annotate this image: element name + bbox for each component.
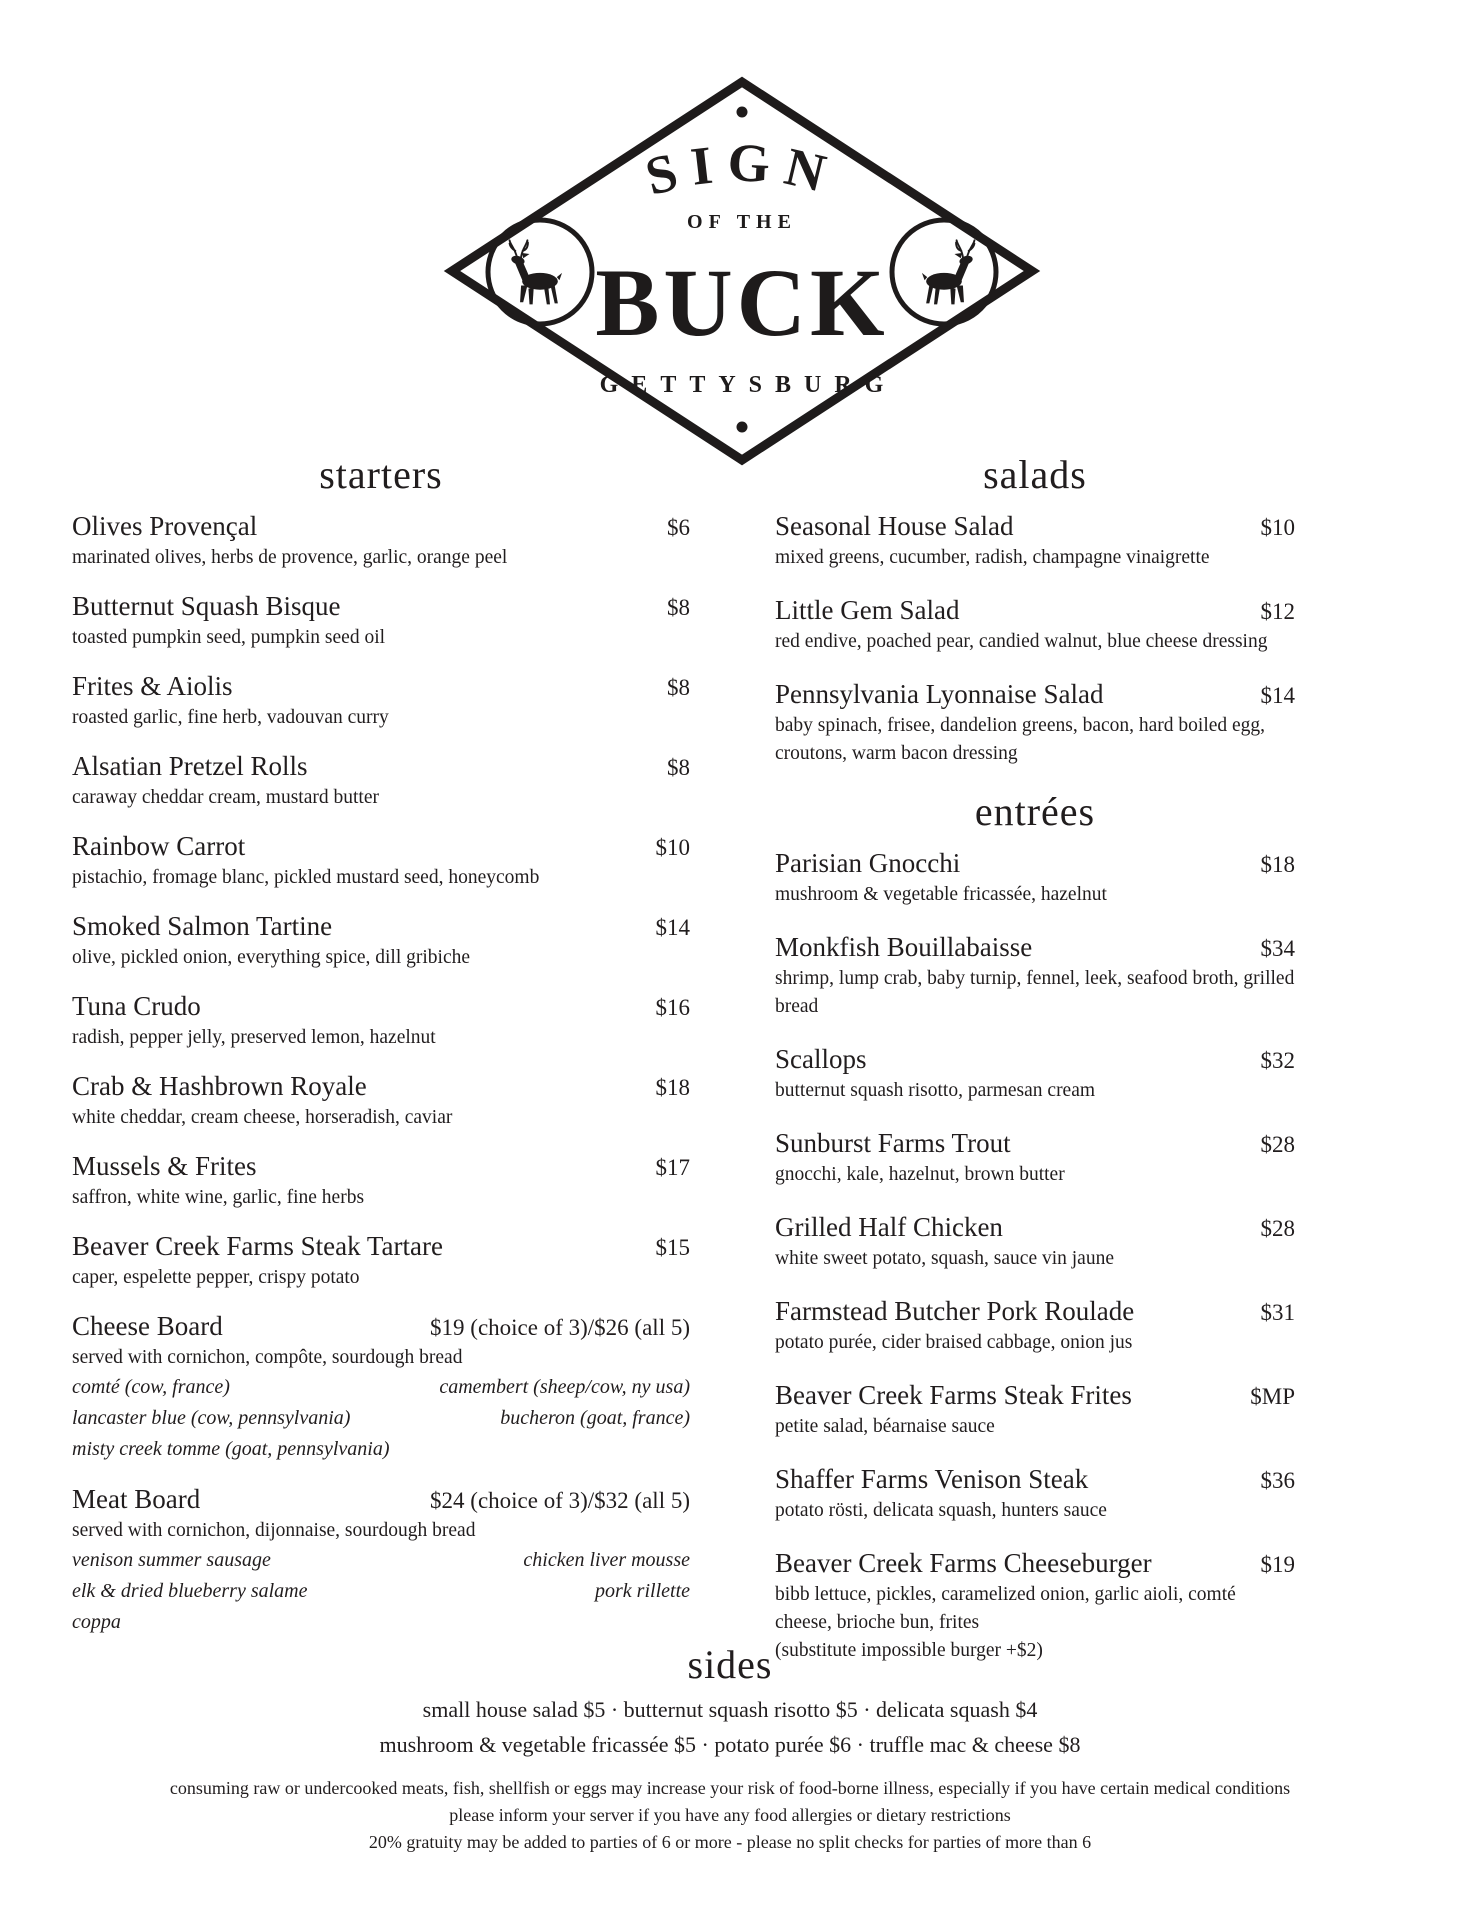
menu-item-price: $16: [655, 995, 690, 1020]
menu-item-desc: potato rösti, delicata squash, hunters sauce: [775, 1500, 1107, 1521]
menu-item-desc: white sweet potato, squash, sauce vin jaune: [775, 1248, 1114, 1269]
logo-word-buck: BUCK: [595, 249, 889, 356]
menu-item-desc: served with cornichon, compôte, sourdough bread: [72, 1347, 463, 1368]
menu-item-desc: saffron, white wine, garlic, fine herbs: [72, 1187, 365, 1208]
board-row: [72, 1607, 690, 1638]
menu-item-head: [72, 749, 690, 783]
board-cell: venison summer sausage: [72, 1549, 271, 1571]
disclaimer-line: consuming raw or undercooked meats, fish, shellfish or eggs may increase your risk of food-borne illness, especially if you have certain medical conditions: [169, 1778, 1291, 1798]
logo-word-sign: SIGN: [639, 132, 844, 207]
menu-item-rainbow-carrot: [72, 829, 690, 892]
menu-item-head: [775, 1546, 1295, 1580]
menu-item-head: [72, 989, 690, 1023]
menu-item-price: $31: [1260, 1300, 1295, 1325]
menu-item-monkfish-bouillabaisse: [775, 930, 1295, 1021]
menu-item-price: $MP: [1250, 1384, 1295, 1409]
board-row: [72, 1576, 690, 1607]
menu-item-desc: caper, espelette pepper, crispy potato: [72, 1267, 360, 1288]
board-cell: camembert (sheep/cow, ny usa): [439, 1376, 690, 1398]
menu-item-head: [775, 509, 1295, 543]
menu-item-head: [775, 846, 1295, 880]
board-cell: bucheron (goat, france): [500, 1407, 690, 1429]
board-cell: pork rillette: [595, 1580, 690, 1602]
menu-item-head: [775, 1378, 1295, 1412]
sides-line: small house salad $5 · butternut squash risotto $5 · delicata squash $4: [422, 1697, 1038, 1722]
deer-emblem-right: [892, 220, 996, 324]
menu-item-name: Olives Provençal: [72, 511, 258, 541]
menu-item-desc: radish, pepper jelly, preserved lemon, hazelnut: [72, 1027, 436, 1048]
deer-emblem-left: [488, 220, 592, 324]
menu-item-price: $8: [667, 675, 690, 700]
entrees-section-title: entrées: [974, 789, 1096, 834]
menu-item-price: $14: [655, 915, 690, 940]
menu-item-head: [72, 1482, 690, 1516]
menu-item-name: Scallops: [775, 1044, 867, 1074]
cheese-board-selections: [72, 1372, 690, 1465]
menu-item-price: $15: [655, 1235, 690, 1260]
menu-item-name: Mussels & Frites: [72, 1151, 257, 1181]
menu-item-head: [72, 1229, 690, 1263]
menu-item-scallops: [775, 1042, 1295, 1105]
menu-item-price: $8: [667, 755, 690, 780]
menu-item-head: [72, 1149, 690, 1183]
menu-item-meat-board: [72, 1482, 690, 1638]
salads-entrees-column: [775, 452, 1295, 1686]
menu-item-name: Parisian Gnocchi: [775, 848, 961, 878]
menu-item-name: Frites & Aiolis: [72, 671, 233, 701]
menu-item-head: [775, 1462, 1295, 1496]
menu-item-name: Pennsylvania Lyonnaise Salad: [775, 679, 1104, 709]
menu-item-desc: gnocchi, kale, hazelnut, brown butter: [775, 1164, 1065, 1185]
logo-bottom-dot: [737, 422, 748, 433]
menu-item-sunburst-farms-trout: [775, 1126, 1295, 1189]
menu-item-desc: olive, pickled onion, everything spice, dill gribiche: [72, 947, 471, 968]
menu-item-grilled-half-chicken: [775, 1210, 1295, 1273]
menu-item-name: Beaver Creek Farms Steak Frites: [775, 1380, 1132, 1410]
menu-item-price: $28: [1260, 1132, 1295, 1157]
menu-item-name: Smoked Salmon Tartine: [72, 911, 333, 941]
sign-of-the-buck-logo: [442, 72, 1042, 472]
menu-item-desc: mushroom & vegetable fricassée, hazelnut: [775, 884, 1107, 905]
menu-item-name: Sunburst Farms Trout: [775, 1128, 1011, 1158]
logo-top-dot: [737, 107, 748, 118]
salads-section-title: salads: [983, 452, 1087, 497]
menu-item-desc: caraway cheddar cream, mustard butter: [72, 787, 379, 808]
menu-item-desc: pistachio, fromage blanc, pickled mustard seed, honeycomb: [72, 867, 540, 888]
menu-item-price: $14: [1260, 683, 1295, 708]
menu-item-seasonal-house-salad: [775, 509, 1295, 572]
menu-item-steak-tartare: [72, 1229, 690, 1292]
menu-item-desc: roasted garlic, fine herb, vadouvan curry: [72, 707, 389, 728]
disclaimer-line: please inform your server if you have any food allergies or dietary restrictions: [449, 1805, 1011, 1825]
menu-item-head: [775, 930, 1295, 964]
menu-item-price: $19 (choice of 3)/$26 (all 5): [430, 1315, 690, 1340]
board-cell: coppa: [72, 1611, 121, 1633]
menu-item-name: Little Gem Salad: [775, 595, 960, 625]
menu-item-desc: butternut squash risotto, parmesan cream: [775, 1080, 1096, 1101]
deer-icon: [922, 240, 975, 304]
menu-item-cheese-board: [72, 1309, 690, 1465]
menu-item-head: [72, 669, 690, 703]
menu-item-mussels-frites: [72, 1149, 690, 1212]
menu-item-name: Alsatian Pretzel Rolls: [72, 751, 308, 781]
board-row: [72, 1403, 690, 1434]
menu-item-name: Beaver Creek Farms Cheeseburger: [775, 1548, 1152, 1578]
menu-item-head: [775, 1210, 1295, 1244]
disclaimer-line: 20% gratuity may be added to parties of 6 or more - please no split checks for parties of more than 6: [368, 1832, 1092, 1852]
menu-item-price: $36: [1260, 1468, 1295, 1493]
menu-item-tuna-crudo: [72, 989, 690, 1052]
menu-item-desc: potato purée, cider braised cabbage, onion jus: [775, 1332, 1133, 1353]
menu-item-desc: shrimp, lump crab, baby turnip, fennel, leek, seafood broth, grilled bread: [775, 968, 1295, 1017]
menu-item-name: Shaffer Farms Venison Steak: [775, 1464, 1089, 1494]
menu-item-pennsylvania-lyonnaise-salad: [775, 677, 1295, 768]
menu-item-little-gem-salad: [775, 593, 1295, 656]
menu-item-price: $19: [1260, 1552, 1295, 1577]
logo-word-of-the: OF THE: [687, 211, 797, 233]
menu-item-head: [72, 1069, 690, 1103]
menu-item-name: Tuna Crudo: [72, 991, 201, 1021]
deer-icon: [510, 240, 563, 304]
menu-item-alsatian-pretzel-rolls: [72, 749, 690, 812]
starters-section-title: starters: [319, 452, 443, 497]
menu-item-price: $34: [1260, 936, 1295, 961]
board-cell: elk & dried blueberry salame: [72, 1580, 308, 1602]
menu-item-desc: petite salad, béarnaise sauce: [775, 1416, 995, 1437]
menu-item-price: $17: [655, 1155, 690, 1180]
menu-item-price: $10: [1260, 515, 1295, 540]
board-cell: chicken liver mousse: [523, 1549, 690, 1571]
menu-item-head: [775, 593, 1295, 627]
menu-item-name: Farmstead Butcher Pork Roulade: [775, 1296, 1135, 1326]
menu-item-head: [775, 1126, 1295, 1160]
bottom-block: [0, 1642, 1460, 1856]
menu-item-desc: baby spinach, frisee, dandelion greens, bacon, hard boiled egg, croutons, warm bacon dressing: [775, 715, 1266, 764]
menu-item-venison-steak: [775, 1462, 1295, 1525]
menu-item-head: [72, 509, 690, 543]
board-row: [72, 1372, 690, 1403]
menu-item-name: Monkfish Bouillabaisse: [775, 932, 1033, 962]
menu-item-name: Seasonal House Salad: [775, 511, 1014, 541]
menu-item-name: Cheese Board: [72, 1311, 223, 1341]
menu-item-name: Beaver Creek Farms Steak Tartare: [72, 1231, 443, 1261]
menu-item-name: Meat Board: [72, 1484, 201, 1514]
board-row: [72, 1545, 690, 1576]
logo-word-gettysburg: GETTYSBURG: [599, 372, 897, 398]
menu-item-desc: white cheddar, cream cheese, horseradish, caviar: [72, 1107, 453, 1128]
menu-item-crab-hashbrown-royale: [72, 1069, 690, 1132]
menu-item-price: $18: [1260, 852, 1295, 877]
menu-item-name: Crab & Hashbrown Royale: [72, 1071, 367, 1101]
board-cell: comté (cow, france): [72, 1376, 230, 1398]
menu-item-head: [72, 909, 690, 943]
menu-item-parisian-gnocchi: [775, 846, 1295, 909]
menu-item-head: [72, 589, 690, 623]
menu-item-price: $18: [655, 1075, 690, 1100]
menu-item-name: Rainbow Carrot: [72, 831, 246, 861]
meat-board-selections: [72, 1545, 690, 1638]
menu-item-price: $32: [1260, 1048, 1295, 1073]
menu-item-name: Grilled Half Chicken: [775, 1212, 1003, 1242]
board-row: [72, 1434, 690, 1465]
menu-item-smoked-salmon-tartine: [72, 909, 690, 972]
menu-item-desc: mixed greens, cucumber, radish, champagne vinaigrette: [775, 547, 1210, 568]
menu-item-price: $10: [655, 835, 690, 860]
menu-item-pork-roulade: [775, 1294, 1295, 1357]
board-cell: misty creek tomme (goat, pennsylvania): [72, 1438, 390, 1460]
sides-line: mushroom & vegetable fricassée $5 · potato purée $6 · truffle mac & cheese $8: [379, 1732, 1081, 1757]
menu-item-frites-aiolis: [72, 669, 690, 732]
menu-item-desc: marinated olives, herbs de provence, garlic, orange peel: [72, 547, 508, 568]
menu-item-head: [72, 1309, 690, 1343]
menu-item-steak-frites: [775, 1378, 1295, 1441]
menu-item-desc: toasted pumpkin seed, pumpkin seed oil: [72, 627, 386, 648]
menu-item-name: Butternut Squash Bisque: [72, 591, 341, 621]
starters-column: [72, 452, 690, 1655]
menu-item-price: $8: [667, 595, 690, 620]
menu-item-desc: served with cornichon, dijonnaise, sourdough bread: [72, 1520, 476, 1541]
menu-item-head: [775, 1294, 1295, 1328]
menu-item-price: $28: [1260, 1216, 1295, 1241]
menu-item-desc: bibb lettuce, pickles, caramelized onion, garlic aioli, comté cheese, brioche bun, frites: [775, 1584, 1236, 1633]
disclaimer: [0, 1775, 1460, 1856]
menu-item-desc: red endive, poached pear, candied walnut, blue cheese dressing: [775, 631, 1268, 652]
menu-item-olives-provencal: [72, 509, 690, 572]
menu-item-head: [775, 677, 1295, 711]
menu-item-butternut-squash-bisque: [72, 589, 690, 652]
menu-item-head: [72, 829, 690, 863]
menu-item-price: $12: [1260, 599, 1295, 624]
menu-item-price: $6: [667, 515, 690, 540]
board-cell: lancaster blue (cow, pennsylvania): [72, 1407, 351, 1429]
sides-section-title: sides: [687, 1642, 773, 1687]
menu-item-head: [775, 1042, 1295, 1076]
menu-item-note: (substitute impossible burger +$2): [775, 1640, 1043, 1661]
menu-item-price: $24 (choice of 3)/$32 (all 5): [430, 1488, 690, 1513]
